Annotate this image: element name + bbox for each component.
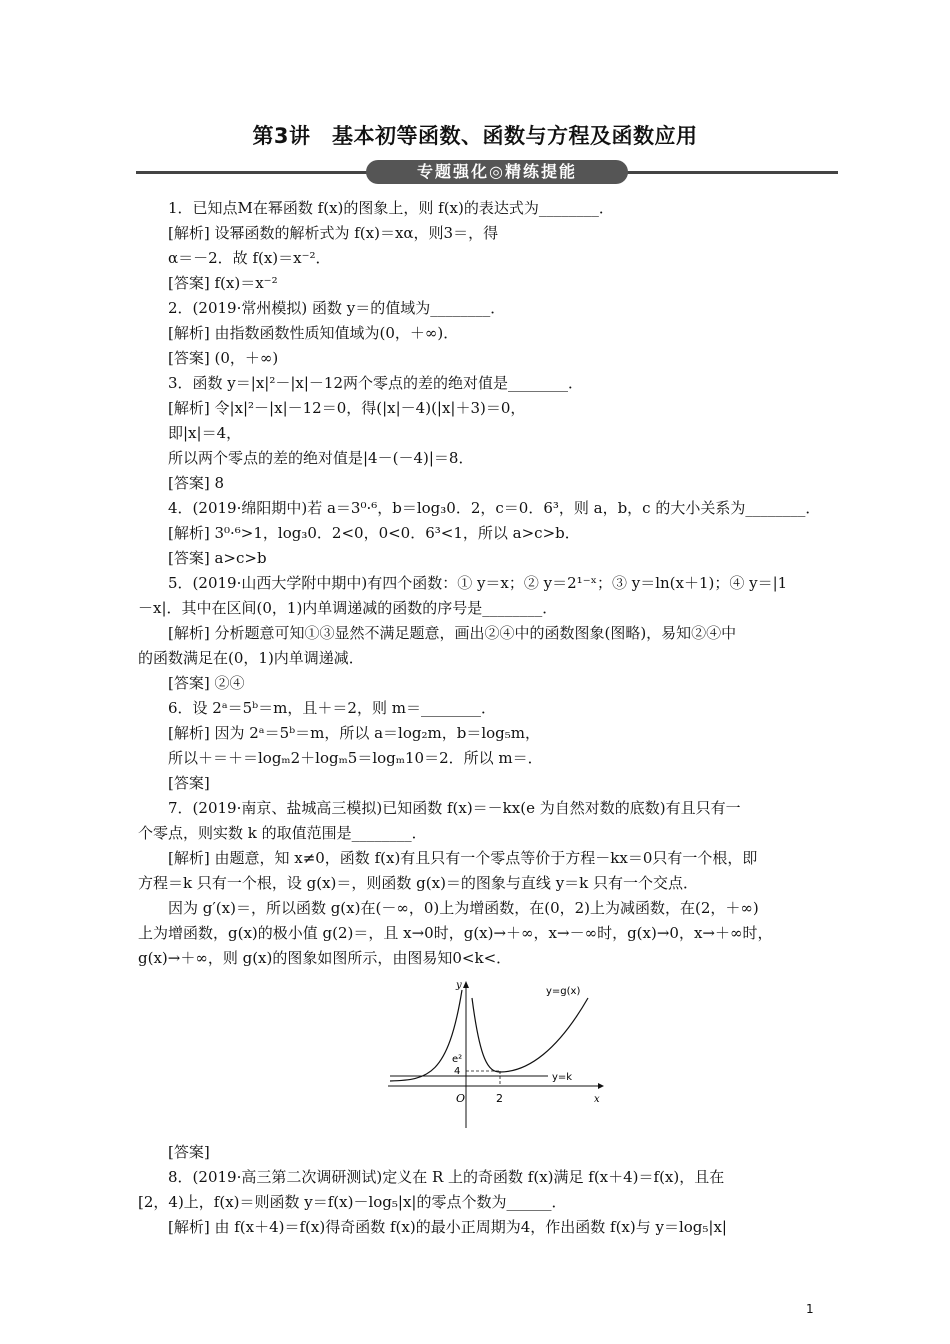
text-line: [解析] 分析题意可知①③显然不满足题意，画出②④中的函数图象(图略)，易知②④中 (168, 624, 737, 642)
text-line: 2．(2019·常州模拟) 函数 y＝的值域为________． (168, 299, 506, 317)
text-line: 因为 g′(x)＝，所以函数 g(x)在(－∞，0)上为增函数，在(0，2)上为减函数，在(2，＋∞) (168, 899, 759, 917)
text-line: [答案] a>c>b (168, 549, 267, 567)
text-line: [解析] 由指数函数性质知值域为(0，＋∞)． (168, 324, 459, 342)
text-line: g(x)→＋∞，则 g(x)的图象如图所示，由图易知0<k<． (138, 949, 512, 967)
function-graph (388, 980, 608, 1130)
text-line: －x|．其中在区间(0，1)内单调递减的函数的序号是________． (138, 599, 558, 617)
tick-label-2: 2 (496, 1092, 503, 1105)
text-line: 4．(2019·绵阳期中)若 a＝3⁰·⁶，b＝log₃0．2，c＝0．6³，则 a，b，c 的大小关系为________． (168, 499, 821, 517)
text-line: [解析] 3⁰·⁶>1，log₃0．2<0，0<0．6³<1，所以 a>c>b． (168, 524, 580, 542)
text-line: 8．(2019·高三第二次调研测试)定义在 R 上的奇函数 f(x)满足 f(x＋4)＝f(x)，且在 (168, 1168, 725, 1186)
text-line: [答案] 8 (168, 474, 225, 492)
curve-label: y=g(x) (546, 986, 581, 997)
banner-rule-right (626, 171, 838, 174)
x-axis-label: x (594, 1094, 600, 1105)
curve-left-branch (390, 990, 462, 1081)
text-line: 方程＝k 只有一个根，设 g(x)＝，则函数 g(x)＝的图象与直线 y＝k 只有一个交点． (138, 874, 699, 892)
document-body (138, 196, 821, 971)
text-line: [2，4)上，f(x)＝则函数 y＝f(x)－log₅|x|的零点个数为______． (138, 1193, 567, 1211)
text-line: 上为增函数，g(x)的极小值 g(2)＝，且 x→0时，g(x)→＋∞，x→－∞时，g(x)→0，x→＋∞时， (138, 924, 773, 942)
text-line: 7．(2019·南京、盐城高三模拟)已知函数 f(x)＝－kx(e 为自然对数的底数)有且只有一 (168, 799, 741, 817)
text-line: 1．已知点M在幂函数 f(x)的图象上，则 f(x)的表达式为________． (168, 199, 614, 217)
text-line: [解析] 因为 2ᵃ＝5ᵇ＝m，所以 a＝log₂m，b＝log₅m， (168, 724, 540, 742)
page-number: 1 (806, 1302, 814, 1316)
text-line: [答案] (168, 1143, 210, 1161)
text-line: [解析] 由 f(x＋4)＝f(x)得奇函数 f(x)的最小正周期为4，作出函数 f(x)与 y＝log₅|x| (168, 1218, 727, 1236)
y-axis-arrow (463, 981, 469, 988)
y-axis-label: y (456, 980, 462, 991)
text-line: 所以两个零点的差的绝对值是|4－(－4)|＝8． (168, 449, 474, 467)
banner-rule-left (136, 171, 368, 174)
tick-label-4: 4 (454, 1066, 461, 1077)
text-line: [答案] f(x)＝x⁻² (168, 274, 278, 292)
text-line: 5．(2019·山西大学附中期中)有四个函数：① y＝x；② y＝2¹⁻ˣ；③ y＝ln(x＋1)；④ y＝|1 (168, 574, 788, 592)
page-title: 第3讲 基本初等函数、函数与方程及函数应用 (252, 124, 698, 148)
banner-label: 专题强化◎精练提能 (366, 160, 628, 184)
text-line: [解析] 令|x|²－|x|－12＝0，得(|x|－4)(|x|＋3)＝0， (168, 399, 526, 417)
text-line: 个零点，则实数 k 的取值范围是________． (138, 824, 427, 842)
section-banner (136, 160, 838, 184)
text-line: [解析] 设幂函数的解析式为 f(x)＝xα，则3＝，得 (168, 224, 499, 242)
line-label: y=k (552, 1072, 573, 1083)
origin-label: O (456, 1092, 466, 1105)
curve-right-branch (472, 998, 588, 1072)
text-line: [答案] ②④ (168, 674, 245, 692)
text-line: [解析] 由题意，知 x≠0，函数 f(x)有且只有一个零点等价于方程－kx＝0只有一个根，即 (168, 849, 758, 867)
text-line: 即|x|＝4， (168, 424, 242, 442)
text-line: 所以＋＝＋＝logₘ2＋logₘ5＝logₘ10＝2．所以 m＝． (168, 749, 543, 767)
text-line: [答案] (168, 774, 210, 792)
text-line: 3．函数 y＝|x|²－|x|－12两个零点的差的绝对值是________． (168, 374, 584, 392)
text-line: 的函数满足在(0，1)内单调递减． (138, 649, 364, 667)
text-line: 6．设 2ᵃ＝5ᵇ＝m，且＋＝2，则 m＝________． (168, 699, 496, 717)
tick-label-e2: e² (452, 1054, 463, 1065)
text-line: [答案] (0，＋∞) (168, 349, 279, 367)
document-body-continued (138, 1140, 818, 1240)
text-line: α＝－2．故 f(x)＝x⁻²． (168, 249, 331, 267)
x-axis-arrow (598, 1083, 604, 1089)
